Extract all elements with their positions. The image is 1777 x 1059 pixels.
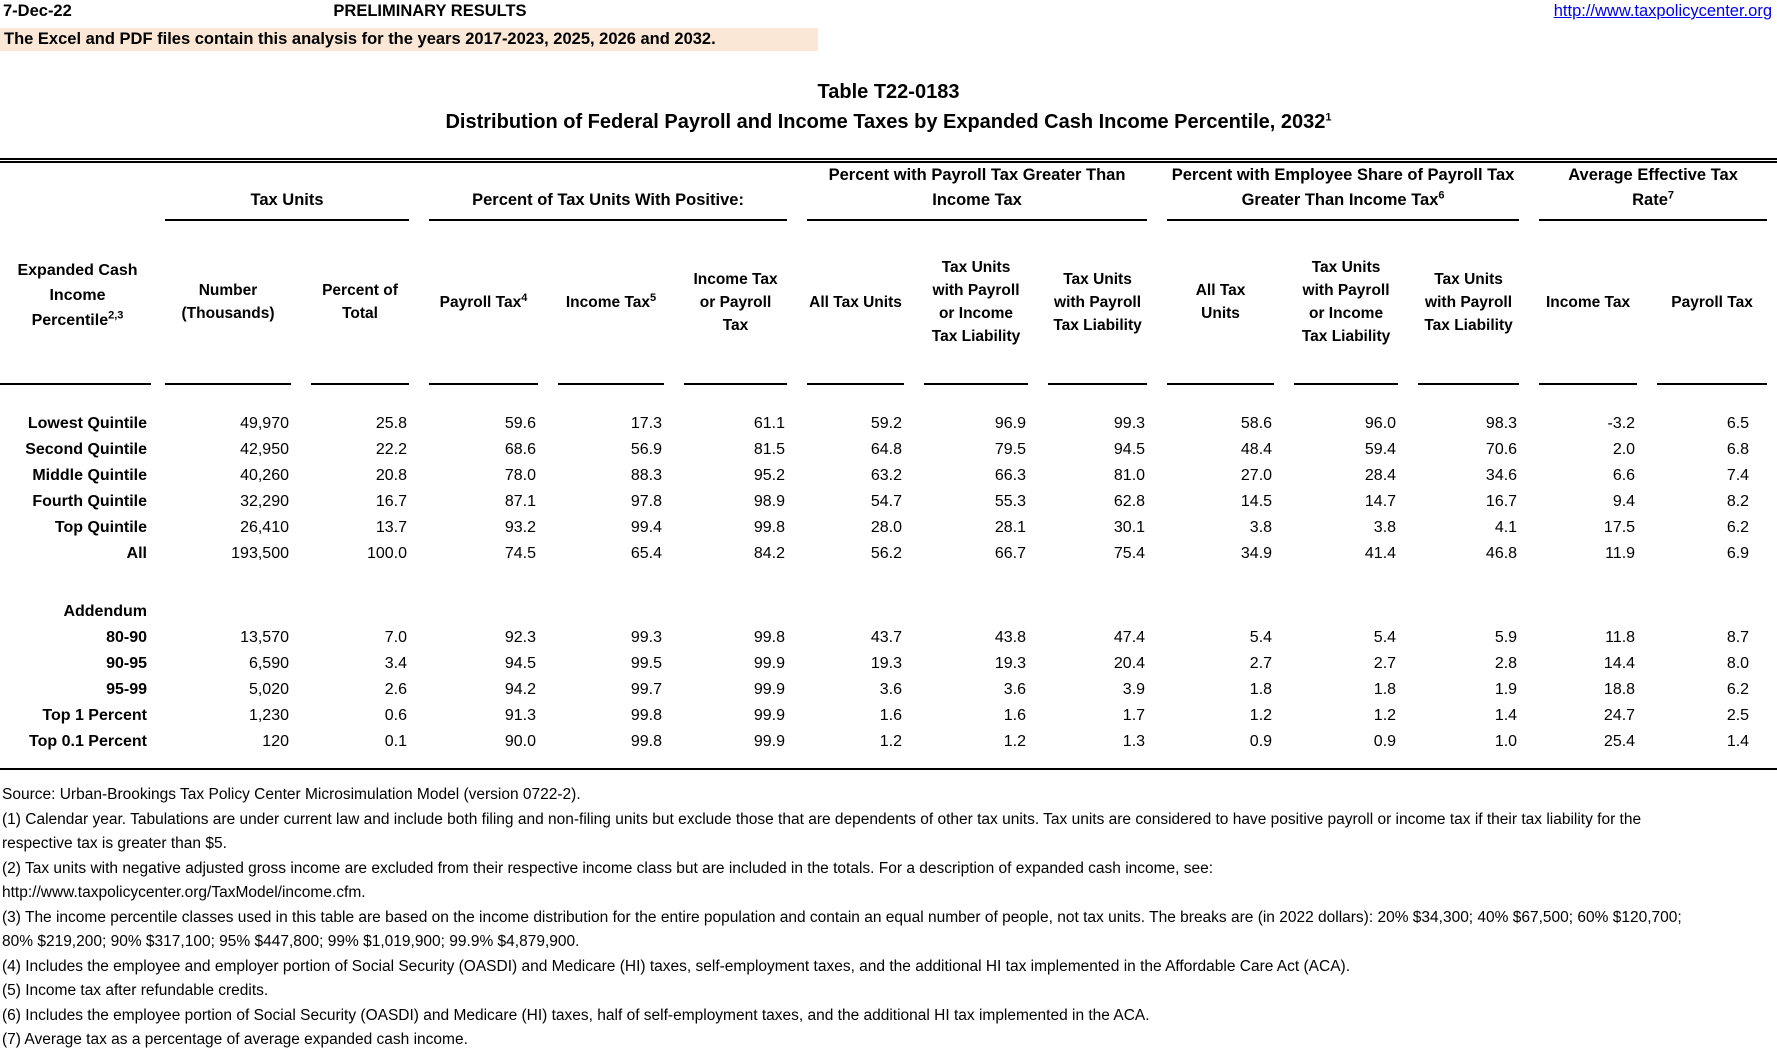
spacer-row — [0, 567, 1777, 599]
corner-footnote-marker: 2,3 — [108, 309, 124, 322]
group-percent-positive: Percent of Tax Units With Positive: — [419, 161, 797, 222]
cell: 1.2 — [1249, 707, 1273, 724]
cell: 17.3 — [630, 415, 663, 432]
cell: 3.8 — [1373, 519, 1397, 536]
cell: 19.3 — [994, 655, 1027, 672]
cell: 13,570 — [240, 629, 289, 646]
cell: 58.6 — [1240, 415, 1273, 432]
cell: 193,500 — [231, 545, 289, 562]
cell: 19.3 — [870, 655, 903, 672]
cell: 70.6 — [1485, 441, 1518, 458]
cell: 3.6 — [879, 681, 903, 698]
cell: 13.7 — [375, 519, 408, 536]
cell — [797, 599, 914, 625]
group-underline — [807, 219, 1147, 221]
cell — [914, 599, 1038, 625]
table-body — [0, 411, 1777, 769]
cell: 7.0 — [384, 629, 408, 646]
cell: 20.4 — [1113, 655, 1146, 672]
col-income-or-payroll: Income Tax or Payroll Tax — [693, 270, 778, 334]
group-header-row — [0, 161, 1777, 222]
cell: 54.7 — [870, 493, 903, 510]
cell: 5.9 — [1494, 629, 1518, 646]
cell: 14.7 — [1364, 493, 1397, 510]
cell: 1.9 — [1494, 681, 1518, 698]
cell: 5.4 — [1373, 629, 1397, 646]
addendum-header-row — [0, 599, 1777, 625]
cell: 99.3 — [1113, 415, 1146, 432]
cell: 59.4 — [1364, 441, 1397, 458]
cell: 40,260 — [240, 467, 289, 484]
column-underline — [914, 383, 1038, 411]
cell: 66.3 — [994, 467, 1027, 484]
cell: 92.3 — [504, 629, 537, 646]
cell: 3.9 — [1122, 681, 1146, 698]
cell: 93.2 — [504, 519, 537, 536]
cell — [674, 599, 797, 625]
cell: 30.1 — [1113, 519, 1146, 536]
col-all-tax-units-2: All Tax Units — [1195, 282, 1246, 322]
cell: 0.1 — [384, 733, 408, 750]
cell — [419, 599, 548, 625]
cell: 1.6 — [879, 707, 903, 724]
cell — [1284, 599, 1408, 625]
cell: 2.0 — [1612, 441, 1636, 458]
column-underline — [301, 383, 419, 411]
preliminary-label: PRELIMINARY RESULTS — [333, 2, 527, 20]
column-underline — [419, 383, 548, 411]
cell: 6.2 — [1726, 519, 1750, 536]
cell: 34.6 — [1485, 467, 1518, 484]
cell: 43.7 — [870, 629, 903, 646]
cell: 1.0 — [1494, 733, 1518, 750]
cell: 94.5 — [1113, 441, 1146, 458]
cell: 6.2 — [1726, 681, 1750, 698]
cell: 26,410 — [240, 519, 289, 536]
column-underline — [548, 383, 674, 411]
cell: 20.8 — [375, 467, 408, 484]
cell: 8.2 — [1726, 493, 1750, 510]
table-row — [0, 489, 1777, 515]
cell: 99.8 — [753, 519, 786, 536]
cell: 16.7 — [375, 493, 408, 510]
row-label: All — [126, 545, 147, 562]
footnote-line: (7) Average tax as a percentage of average expanded cash income. — [2, 1031, 468, 1048]
cell: 87.1 — [504, 493, 537, 510]
cell: 2.5 — [1726, 707, 1750, 724]
row-label: 80-90 — [106, 629, 147, 646]
cell: 81.5 — [753, 441, 786, 458]
cell: 99.7 — [630, 681, 663, 698]
table-number-title: Table T22-0183 — [817, 81, 960, 103]
cell: 1.4 — [1494, 707, 1518, 724]
cell: 11.9 — [1605, 545, 1636, 562]
cell: 63.2 — [870, 467, 903, 484]
group-underline — [429, 219, 787, 221]
row-label: Fourth Quintile — [32, 493, 147, 510]
table-row — [0, 541, 1777, 567]
cell: 99.9 — [753, 681, 786, 698]
cell: 34.9 — [1240, 545, 1273, 562]
cell: 99.8 — [630, 707, 663, 724]
column-underline — [0, 383, 155, 411]
cell: 1.2 — [1003, 733, 1027, 750]
cell: 1.8 — [1249, 681, 1273, 698]
cell: 95.2 — [753, 467, 786, 484]
cell: 1.6 — [1003, 707, 1027, 724]
cell: 5.4 — [1249, 629, 1273, 646]
cell: 9.4 — [1612, 493, 1636, 510]
cell: 14.4 — [1603, 655, 1636, 672]
cell: 25.8 — [375, 415, 408, 432]
column-underline — [674, 383, 797, 411]
footnote-line: (1) Calendar year. Tabulations are under current law and include both filing and non-filing units but exclude those that are dependents of other tax units. Tax units are considered to have positive payroll or income tax if their tax liability for the respective tax is greater than $5. — [2, 810, 1642, 852]
cell: 48.4 — [1240, 441, 1273, 458]
cell: 32,290 — [240, 493, 289, 510]
table-row — [0, 437, 1777, 463]
col-units-payroll-liability-1: Tax Units with Payroll Tax Liability — [1053, 270, 1142, 334]
cell: 3.6 — [1003, 681, 1027, 698]
cell: 56.9 — [630, 441, 663, 458]
table-row — [0, 463, 1777, 489]
group-employee-share: Percent with Employee Share of Payroll Tax Greater Than Income Tax$^6$ — [1157, 161, 1529, 222]
addendum-row — [0, 729, 1777, 755]
cell: 99.5 — [630, 655, 663, 672]
cell: 4.1 — [1494, 519, 1518, 536]
cell: 42,950 — [240, 441, 289, 458]
cell: 25.4 — [1603, 733, 1636, 750]
cell: 74.5 — [504, 545, 537, 562]
cell: 99.8 — [630, 733, 663, 750]
footnote-line: (6) Includes the employee portion of Social Security (OASDI) and Medicare (HI) taxes, half of self-employment taxes, and the additional HI tax implemented in the ACA. — [2, 1006, 1150, 1024]
cell: 96.0 — [1364, 415, 1397, 432]
addendum-row — [0, 677, 1777, 703]
report-date: 7-Dec-22 — [3, 2, 72, 20]
table-row — [0, 515, 1777, 541]
cell: 6.5 — [1726, 415, 1750, 432]
col-income-tax: Income Tax$^5$ — [565, 291, 657, 311]
group-underline — [1167, 219, 1519, 221]
cell: 6.9 — [1726, 545, 1750, 562]
distribution-table — [0, 158, 1777, 770]
cell: 75.4 — [1113, 545, 1146, 562]
addendum-row — [0, 625, 1777, 651]
cell: 2.7 — [1249, 655, 1273, 672]
cell: 3.4 — [384, 655, 408, 672]
cell: 7.4 — [1726, 467, 1750, 484]
cell: 27.0 — [1240, 467, 1273, 484]
cell — [301, 599, 419, 625]
cell: 6.8 — [1726, 441, 1750, 458]
col-number: Number (Thousands) — [181, 282, 275, 322]
column-rule-row — [0, 383, 1777, 411]
group-avg-effective-rate: Average Effective Tax Rate$^7$ — [1529, 161, 1777, 222]
cell: 90.0 — [504, 733, 537, 750]
cell: 0.9 — [1373, 733, 1397, 750]
cell: 3.8 — [1249, 519, 1273, 536]
cell: 28.0 — [870, 519, 903, 536]
cell — [1529, 599, 1647, 625]
cell: 99.3 — [630, 629, 663, 646]
footnote-line: (4) Includes the employee and employer portion of Social Security (OASDI) and Medicare (HI) taxes, self-employment taxes, and the additional HI tax implemented in the Affordable Care Act (ACA). — [2, 957, 1351, 975]
addendum-row — [0, 651, 1777, 677]
table-title: Distribution of Federal Payroll and Income Taxes by Expanded Cash Income Percentile, 2032$^1$ — [445, 111, 1332, 133]
column-underline — [797, 383, 914, 411]
footnote-line: (5) Income tax after refundable credits. — [2, 982, 269, 999]
footnote-line: Source: Urban-Brookings Tax Policy Center Microsimulation Model (version 0722-2). — [2, 786, 581, 803]
cell: 99.9 — [753, 733, 786, 750]
cell: 78.0 — [504, 467, 537, 484]
cell: 84.2 — [753, 545, 786, 562]
col-percent-total: Percent of Total — [322, 282, 398, 322]
row-label: Lowest Quintile — [27, 415, 147, 432]
cell: 1,230 — [248, 707, 289, 724]
row-label: Middle Quintile — [32, 467, 147, 484]
cell: 43.8 — [994, 629, 1027, 646]
cell: 2.6 — [384, 681, 408, 698]
row-label: Top 0.1 Percent — [29, 733, 147, 750]
cell: 0.9 — [1249, 733, 1273, 750]
cell: 17.5 — [1603, 519, 1636, 536]
cell: 28.1 — [994, 519, 1027, 536]
cell: 2.8 — [1494, 655, 1518, 672]
footnotes — [0, 783, 1682, 1053]
cell: 94.2 — [504, 681, 537, 698]
corner-header: Expanded Cash Income Percentile$^{2,3}$ — [17, 262, 138, 329]
cell: 56.2 — [870, 545, 903, 562]
group-underline — [1539, 219, 1767, 221]
analysis-note: The Excel and PDF files contain this analysis for the years 2017-2023, 2025, 2026 and 2032. — [0, 28, 818, 51]
footnote-line: (3) The income percentile classes used in this table are based on the income distribution for the entire population and contain an equal number of people, not tax units. The breaks are (in 2022 dollars): 20% $34,300; 40% $67,500; 60% $120,700; 80% $219,200; 90% $317,100; 95% $447,800; 99% $1,019,900; 99.9% $4,879,900. — [2, 908, 1682, 950]
footnote-line: (2) Tax units with negative adjusted gross income are excluded from their respective income class but are included in the totals. For a description of expanded cash income, see: — [2, 859, 1214, 877]
cell: 100.0 — [366, 545, 408, 562]
addendum-row — [0, 703, 1777, 729]
cell: 0.6 — [384, 707, 408, 724]
cell: 62.8 — [1113, 493, 1146, 510]
cell: 24.7 — [1603, 707, 1636, 724]
row-label: Addendum — [63, 603, 147, 620]
cell: 91.3 — [504, 707, 537, 724]
group-tax-units: Tax Units — [155, 161, 419, 222]
cell: 1.7 — [1122, 707, 1146, 724]
table-row — [0, 411, 1777, 437]
cell: 99.9 — [753, 655, 786, 672]
cell: 41.4 — [1364, 545, 1397, 562]
cell: 59.6 — [504, 415, 537, 432]
column-underline — [1157, 383, 1284, 411]
cell — [155, 599, 301, 625]
cell: 14.5 — [1240, 493, 1273, 510]
cell: 99.4 — [630, 519, 663, 536]
cell: 46.8 — [1485, 545, 1518, 562]
column-underline — [1647, 383, 1777, 411]
cell — [1038, 599, 1157, 625]
cell: 2.7 — [1373, 655, 1397, 672]
cell: 65.4 — [630, 545, 663, 562]
cell: 55.3 — [994, 493, 1027, 510]
cell — [1157, 599, 1284, 625]
cell: 59.2 — [870, 415, 903, 432]
cell: 5,020 — [248, 681, 289, 698]
cell: 96.9 — [994, 415, 1027, 432]
cell: 28.4 — [1364, 467, 1397, 484]
cell: 120 — [262, 733, 289, 750]
cell: 97.8 — [630, 493, 663, 510]
row-label: 95-99 — [106, 681, 147, 698]
cell: 81.0 — [1113, 467, 1146, 484]
cell: 49,970 — [240, 415, 289, 432]
sub-header-row — [0, 221, 1777, 383]
title-footnote-marker: 1 — [1325, 111, 1332, 124]
cell: 8.0 — [1726, 655, 1750, 672]
taxpolicycenter-link[interactable]: http://www.taxpolicycenter.org — [1553, 2, 1772, 20]
cell: 64.8 — [870, 441, 903, 458]
col-units-with-liability-1: Tax Units with Payroll or Income Tax Liability — [931, 259, 1021, 345]
column-underline — [1529, 383, 1647, 411]
cell: -3.2 — [1607, 415, 1636, 432]
col-units-with-liability-2: Tax Units with Payroll or Income Tax Liability — [1301, 259, 1391, 345]
col-all-tax-units-1: All Tax Units — [809, 293, 902, 311]
col-avg-payroll-tax: Payroll Tax — [1671, 293, 1753, 311]
cell: 99.9 — [753, 707, 786, 724]
column-underline — [155, 383, 301, 411]
cell: 94.5 — [504, 655, 537, 672]
column-underline — [1038, 383, 1157, 411]
cell: 1.3 — [1122, 733, 1146, 750]
cell: 18.8 — [1603, 681, 1636, 698]
cell: 61.1 — [753, 415, 786, 432]
cell: 6.6 — [1612, 467, 1636, 484]
cell: 99.8 — [753, 629, 786, 646]
title-block — [0, 77, 1777, 137]
footnote-line: http://www.taxpolicycenter.org/TaxModel/income.cfm. — [2, 884, 366, 901]
cell: 66.7 — [994, 545, 1027, 562]
row-label: Second Quintile — [25, 441, 147, 458]
col-units-payroll-liability-2: Tax Units with Payroll Tax Liability — [1424, 270, 1513, 334]
cell: 8.7 — [1726, 629, 1750, 646]
cell — [1647, 599, 1777, 625]
group-underline — [165, 219, 409, 221]
cell: 22.2 — [375, 441, 408, 458]
cell: 47.4 — [1113, 629, 1146, 646]
cell — [1408, 599, 1529, 625]
cell: 68.6 — [504, 441, 537, 458]
spacer-row — [0, 755, 1777, 769]
cell: 79.5 — [994, 441, 1027, 458]
cell: 1.2 — [1373, 707, 1397, 724]
cell — [548, 599, 674, 625]
cell: 1.4 — [1726, 733, 1750, 750]
col-avg-income-tax: Income Tax — [1545, 293, 1631, 311]
cell: 1.2 — [879, 733, 903, 750]
row-label: Top 1 Percent — [42, 707, 147, 724]
cell: 1.8 — [1373, 681, 1397, 698]
row-label: Top Quintile — [54, 519, 147, 536]
cell: 98.3 — [1485, 415, 1518, 432]
column-underline — [1408, 383, 1529, 411]
cell: 16.7 — [1485, 493, 1518, 510]
column-underline — [1284, 383, 1408, 411]
cell: 98.9 — [753, 493, 786, 510]
group-payroll-greater: Percent with Payroll Tax Greater Than Income Tax — [797, 161, 1157, 222]
top-bar — [0, 0, 1777, 26]
cell: 88.3 — [630, 467, 663, 484]
row-label: 90-95 — [106, 655, 147, 672]
cell: 6,590 — [248, 655, 289, 672]
cell: 11.8 — [1605, 629, 1636, 646]
col-payroll-tax: Payroll Tax$^4$ — [439, 291, 528, 311]
